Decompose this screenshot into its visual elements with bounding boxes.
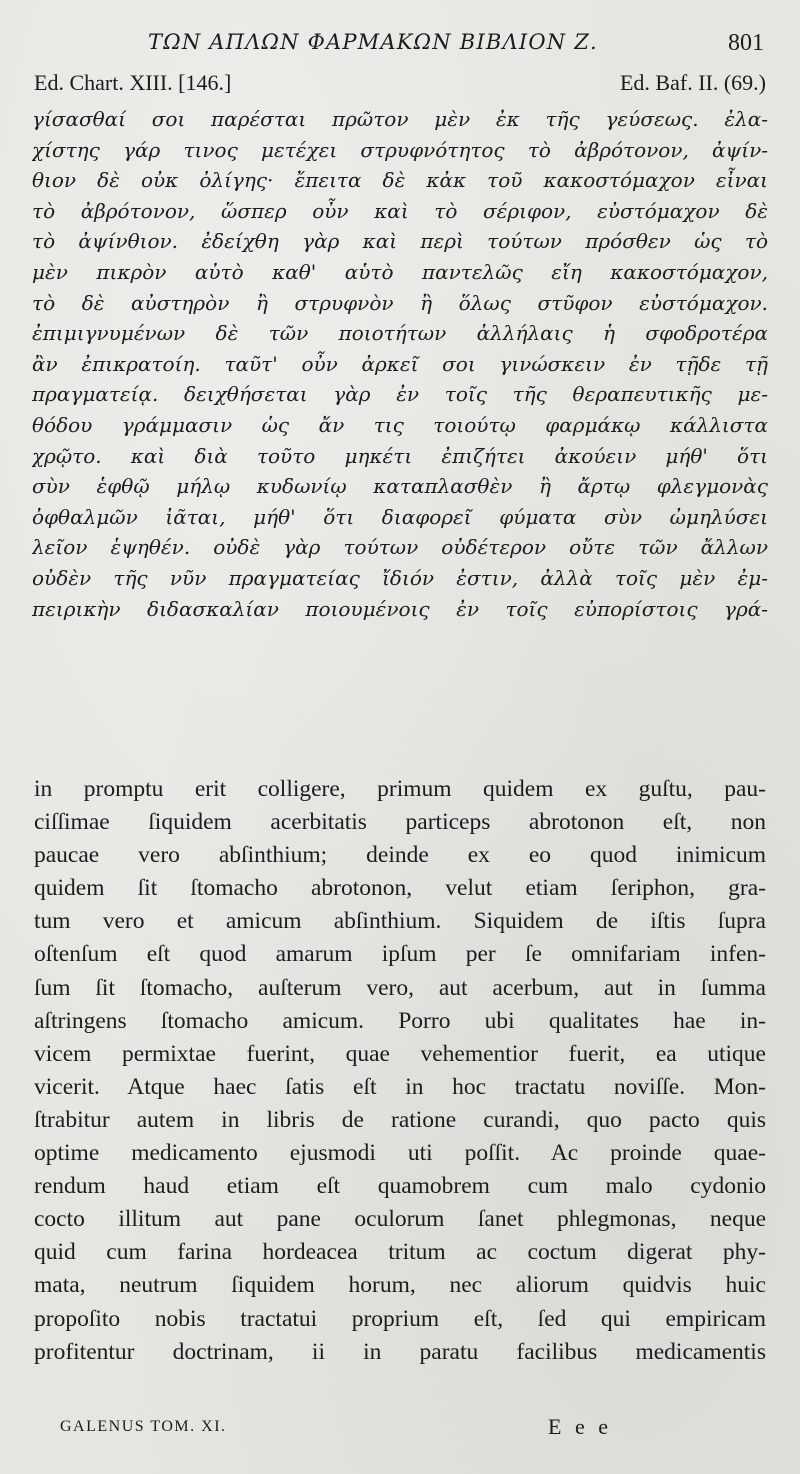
latin-text-line: optime medicamento ejusmodi uti poſſit. Ac proinde quae-	[34, 1140, 766, 1167]
latin-text-line: ſum ſit ſtomacho, auſterum vero, aut acerbum, aut in ſumma	[34, 974, 766, 1001]
greek-text-line: γίσασθαί σοι παρέσται πρῶτον μὲν ἐκ τῆς γεύσεως. ἐλα-	[32, 107, 768, 131]
latin-text-line: paucae vero abſinthium; deinde ex eo quod inimicum	[34, 842, 766, 869]
greek-text-line: τὸ ἀβρότονον, ὥσπερ οὖν καὶ τὸ σέριφον, εὐστόμαχον δὲ	[32, 198, 768, 223]
latin-text-line: cocto illitum aut pane oculorum ſanet phlegmonas, neque	[34, 1206, 766, 1233]
greek-text-line: σὺν ἑφθῷ μήλῳ κυδωνίῳ καταπλασθὲν ἢ ἄρτῳ φλεγμονὰς	[32, 474, 768, 499]
latin-text-line: profitentur doctrinam, ii in paratu facilibus medicamentis	[34, 1338, 766, 1365]
latin-text-line: aſtringens ſtomacho amicum. Porro ubi qualitates hae in-	[34, 1007, 766, 1034]
running-head	[0, 30, 800, 64]
latin-text-line: propoſito nobis tractatui proprium eſt, ſed qui empiricam	[34, 1305, 766, 1332]
footer-volume: GALENUS TOM. XI.	[60, 1418, 227, 1435]
greek-text-line: θόδου γράμμασιν ὡς ἄν τις τοιούτῳ φαρμάκῳ κάλλιστα	[32, 412, 768, 437]
latin-text-line: ciſſimae ſiquidem acerbitatis particeps abrotonon eſt, non	[34, 809, 766, 836]
running-title: ΤΩΝ ΑΠΛΩΝ ΦΑΡΜΑΚΩΝ ΒΙΒΛΙΟΝ Ζ.	[148, 30, 598, 54]
greek-text-line: θιον δὲ οὐκ ὀλίγης· ἔπειτα δὲ κἀκ τοῦ κακοστόμαχον εἶναι	[32, 168, 768, 193]
page-footer	[60, 1414, 760, 1444]
latin-text-line: vicerit. Atque haec ſatis eſt in hoc tractatu noviſſe. Mon-	[34, 1073, 766, 1100]
greek-text-line: χρῷτο. καὶ διὰ τοῦτο μηκέτι ἐπιζήτει ἀκούειν μήθ' ὅτι	[32, 443, 768, 468]
greek-text-line: τὸ ἀψίνθιον. ἐδείχθη γὰρ καὶ περὶ τούτων πρόσθεν ὡς τὸ	[32, 229, 768, 254]
latin-text-line: vicem permixtae fuerint, quae vehementior fuerit, ea utique	[34, 1040, 766, 1067]
edition-line	[34, 70, 766, 100]
latin-text-line: oſtenſum eſt quod amarum ipſum per ſe omnifariam infen-	[34, 941, 766, 968]
latin-text-line: quidem ſit ſtomacho abrotonon, velut etiam ſeriphon, gra-	[34, 875, 766, 902]
greek-text-line: μὲν πικρὸν αὐτὸ καθ' αὑτὸ παντελῶς εἴη κακοστόμαχον,	[32, 259, 768, 284]
latin-text-block	[34, 773, 766, 1369]
greek-text-line: τὸ δὲ αὐστηρὸν ἢ στρυφνὸν ἢ ὅλως στῦφον εὐστόμαχον.	[32, 290, 768, 315]
edition-basel: Ed. Baf. II. (69.)	[619, 70, 766, 95]
latin-text-line: quid cum farina hordeacea tritum ac coctum digerat phy-	[34, 1239, 766, 1266]
latin-text-line: mata, neutrum ſiquidem horum, nec aliorum quidvis huic	[34, 1272, 766, 1299]
greek-text-line: πειρικὴν διδασκαλίαν ποιουμένοις ἐν τοῖς εὐπορίστοις γρά-	[32, 596, 768, 621]
greek-text-block	[32, 104, 768, 624]
latin-text-line: ſtrabitur autem in libris de ratione curandi, quo pacto quis	[34, 1106, 766, 1133]
latin-text-line: in promptu erit colligere, primum quidem ex guſtu, pau-	[34, 776, 766, 802]
page-number: 801	[728, 30, 764, 56]
greek-text-line: ὀφθαλμῶν ἰᾶται, μήθ' ὅτι διαφορεῖ φύματα σὺν ὠμηλύσει	[32, 504, 768, 529]
greek-text-line: χίστης γάρ τινος μετέχει στρυφνότητος τὸ ἀβρότονον, ἀψίν-	[32, 137, 768, 162]
greek-text-line: λεῖον ἑψηθέν. οὐδὲ γὰρ τούτων οὐδέτερον οὔτε τῶν ἄλλων	[32, 535, 768, 560]
signature-mark: E e e	[548, 1414, 612, 1439]
latin-text-line: tum vero et amicum abſinthium. Siquidem de iſtis ſupra	[34, 908, 766, 935]
latin-text-line: rendum haud etiam eſt quamobrem cum malo cydonio	[34, 1173, 766, 1200]
greek-text-line: πραγματείᾳ. δειχθήσεται γὰρ ἐν τοῖς τῆς θεραπευτικῆς με-	[32, 382, 768, 407]
greek-text-line: οὐδὲν τῆς νῦν πραγματείας ἴδιόν ἐστιν, ἀλλὰ τοῖς μὲν ἐμ-	[32, 565, 768, 590]
greek-text-line: ἂν ἐπικρατοίη. ταῦτ' οὖν ἀρκεῖ σοι γινώσκειν ἐν τῇδε τῇ	[32, 351, 768, 376]
greek-text-line: ἐπιμιγνυμένων δὲ τῶν ποιοτήτων ἀλλήλαις ἡ σφοδροτέρα	[32, 321, 768, 346]
edition-chartier: Ed. Chart. XIII. [146.]	[34, 70, 232, 95]
